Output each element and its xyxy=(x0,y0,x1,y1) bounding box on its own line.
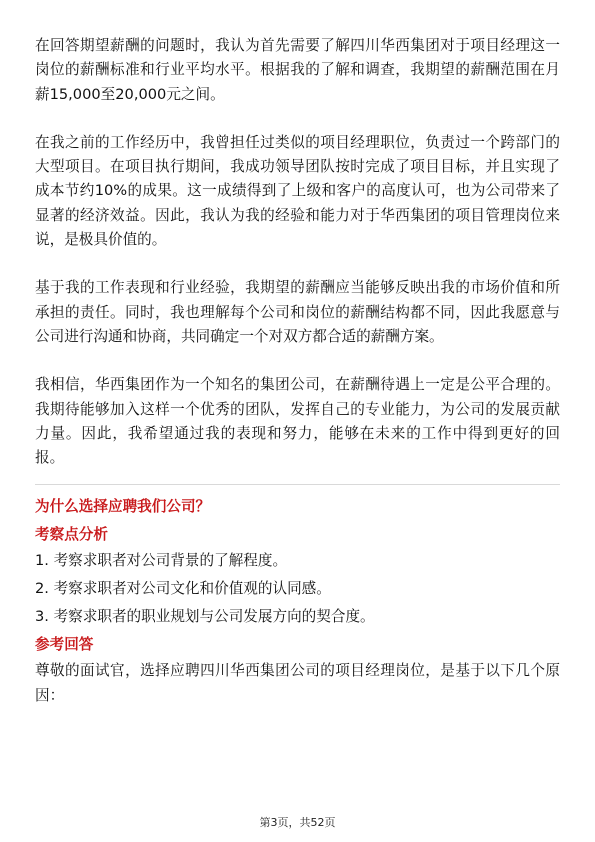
answer-paragraph-1: 在回答期望薪酬的问题时，我认为首先需要了解四川华西集团对于项目经理这一岗位的薪酬标准和行业平均水平。根据我的了解和调查，我期望的薪酬范围在月薪15,000至20,000元之间。 xyxy=(35,37,560,103)
page-number-footer: 第3页，共52页 xyxy=(259,816,336,829)
paragraph-gap xyxy=(35,107,560,131)
analysis-title: 考察点分析 xyxy=(35,526,108,544)
reference-answer-text: 尊敬的面试官，选择应聘四川华西集团公司的项目经理岗位，是基于以下几个原因： xyxy=(35,662,560,704)
section-divider xyxy=(35,484,560,485)
document-page xyxy=(35,34,560,708)
paragraph-gap xyxy=(35,349,560,373)
answer-paragraph-4: 我相信，华西集团作为一个知名的集团公司，在薪酬待遇上一定是公平合理的。我期待能够加入这样一个优秀的团队，发挥自己的专业能力，为公司的发展贡献力量。因此，我希望通过我的表现和努力，能够在未来的工作中得到更好的回报。 xyxy=(35,376,560,467)
analysis-point-1: 1. 考察求职者对公司背景的了解程度。 xyxy=(35,552,288,570)
answer-paragraph-3: 基于我的工作表现和行业经验，我期望的薪酬应当能够反映出我的市场价值和所承担的责任。同时，我也理解每个公司和岗位的薪酬结构都不同，因此我愿意与公司进行沟通和协商，共同确定一个对双方都合适的薪酬方案。 xyxy=(35,279,560,345)
paragraph-gap xyxy=(35,252,560,276)
reference-title: 参考回答 xyxy=(35,636,94,654)
question-heading: 为什么选择应聘我们公司？ xyxy=(35,498,211,516)
answer-paragraph-2: 在我之前的工作经历中，我曾担任过类似的项目经理职位，负责过一个跨部门的大型项目。在项目执行期间，我成功领导团队按时完成了项目目标，并且实现了成本节约10%的成果。这一成绩得到了上级和客户的高度认可，也为公司带来了显著的经济效益。因此，我认为我的经验和能力对于华西集团的项目管理岗位来说，是极具价值的。 xyxy=(35,133,560,249)
analysis-point-3: 3. 考察求职者的职业规划与公司发展方向的契合度。 xyxy=(35,608,375,626)
analysis-point-2: 2. 考察求职者对公司文化和价值观的认同感。 xyxy=(35,580,331,598)
